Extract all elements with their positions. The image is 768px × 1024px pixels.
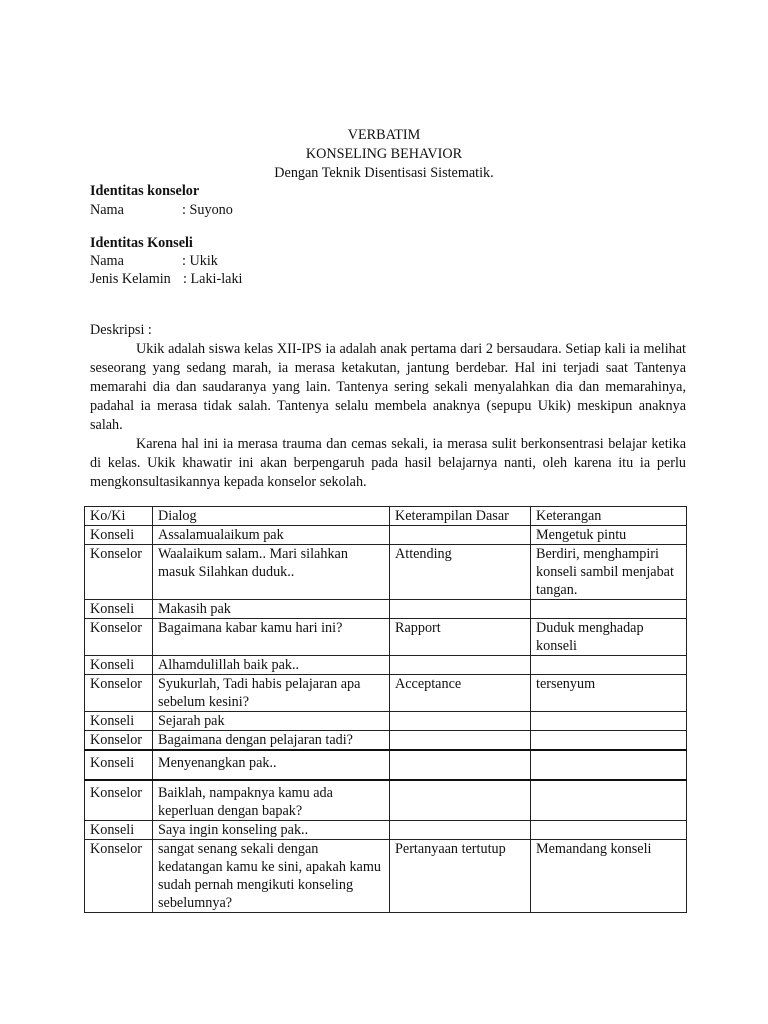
table-row bbox=[85, 526, 687, 545]
header-keterangan: Keterangan bbox=[531, 507, 687, 526]
cell-dialog: Baiklah, nampaknya kamu ada keperluan dengan bapak? bbox=[153, 780, 390, 821]
cell-dialog: Saya ingin konseling pak.. bbox=[153, 821, 390, 840]
table-row bbox=[85, 545, 687, 600]
header-keterampilan-dasar: Keterampilan Dasar bbox=[390, 507, 531, 526]
cell-dialog: Assalamualaikum pak bbox=[153, 526, 390, 545]
cell-note bbox=[531, 780, 687, 821]
cell-skill: Pertanyaan tertutup bbox=[390, 840, 531, 913]
konseli-gender-row bbox=[90, 270, 243, 289]
cell-speaker: Konselor bbox=[85, 675, 153, 712]
cell-skill bbox=[390, 821, 531, 840]
table-row bbox=[85, 656, 687, 675]
cell-skill bbox=[390, 712, 531, 731]
cell-skill bbox=[390, 750, 531, 780]
cell-note: tersenyum bbox=[531, 675, 687, 712]
cell-dialog: Syukurlah, Tadi habis pelajaran apa sebelum kesini? bbox=[153, 675, 390, 712]
cell-note bbox=[531, 600, 687, 619]
table-row bbox=[85, 619, 687, 656]
table-row bbox=[85, 731, 687, 751]
cell-skill: Acceptance bbox=[390, 675, 531, 712]
header-ko-ki: Ko/Ki bbox=[85, 507, 153, 526]
cell-note: Berdiri, menghampiri konseli sambil menjabat tangan. bbox=[531, 545, 687, 600]
cell-skill bbox=[390, 731, 531, 751]
konseli-name-label: Nama bbox=[90, 253, 124, 269]
table-row bbox=[85, 675, 687, 712]
cell-dialog: Waalaikum salam.. Mari silahkan masuk Silahkan duduk.. bbox=[153, 545, 390, 600]
cell-dialog: Sejarah pak bbox=[153, 712, 390, 731]
cell-dialog: Menyenangkan pak.. bbox=[153, 750, 390, 780]
konselor-name-value: : Suyono bbox=[182, 202, 233, 218]
cell-speaker: Konselor bbox=[85, 731, 153, 751]
header-dialog: Dialog bbox=[153, 507, 390, 526]
cell-dialog: Bagaimana kabar kamu hari ini? bbox=[153, 619, 390, 656]
cell-speaker: Konseli bbox=[85, 821, 153, 840]
verbatim-table bbox=[84, 506, 687, 913]
cell-dialog: sangat senang sekali dengan kedatangan kamu ke sini, apakah kamu sudah pernah mengikuti konseling sebelumnya? bbox=[153, 840, 390, 913]
table-row bbox=[85, 750, 687, 780]
cell-dialog: Bagaimana dengan pelajaran tadi? bbox=[153, 731, 390, 751]
cell-speaker: Konseli bbox=[85, 750, 153, 780]
cell-note bbox=[531, 750, 687, 780]
cell-note: Memandang konseli bbox=[531, 840, 687, 913]
table-row bbox=[85, 600, 687, 619]
deskripsi-body bbox=[90, 340, 686, 492]
subtitle-technique: Dengan Teknik Disentisasi Sistematik. bbox=[274, 165, 494, 181]
cell-dialog: Alhamdulillah baik pak.. bbox=[153, 656, 390, 675]
deskripsi-paragraph-2: Karena hal ini ia merasa trauma dan cemas sekali, ia merasa sulit berkonsentrasi belajar ketika di kelas. Ukik khawatir ini akan berpengaruh pada hasil belajarnya nanti, oleh karena itu ia perlu mengkonsultasikannya kepada konselor sekolah. bbox=[90, 436, 686, 490]
cell-speaker: Konseli bbox=[85, 526, 153, 545]
cell-note bbox=[531, 656, 687, 675]
cell-speaker: Konseli bbox=[85, 712, 153, 731]
cell-dialog: Makasih pak bbox=[153, 600, 390, 619]
cell-skill bbox=[390, 780, 531, 821]
cell-skill: Rapport bbox=[390, 619, 531, 656]
cell-skill bbox=[390, 600, 531, 619]
konselor-name-row bbox=[90, 201, 233, 220]
konselor-identity-heading: Identitas konselor bbox=[90, 183, 200, 199]
cell-speaker: Konselor bbox=[85, 780, 153, 821]
table-header-row bbox=[85, 507, 687, 526]
konseli-gender-label: Jenis Kelamin bbox=[90, 271, 171, 287]
konseli-name-value: : Ukik bbox=[182, 253, 218, 269]
table-row bbox=[85, 821, 687, 840]
konseli-gender-value: : Laki-laki bbox=[183, 271, 243, 287]
title-verbatim: VERBATIM bbox=[347, 127, 421, 143]
title-konseling-behavior: KONSELING BEHAVIOR bbox=[305, 146, 463, 162]
table-row bbox=[85, 780, 687, 821]
cell-speaker: Konseli bbox=[85, 656, 153, 675]
cell-speaker: Konselor bbox=[85, 840, 153, 913]
cell-speaker: Konselor bbox=[85, 545, 153, 600]
cell-speaker: Konselor bbox=[85, 619, 153, 656]
cell-note bbox=[531, 712, 687, 731]
cell-skill bbox=[390, 656, 531, 675]
konseli-name-row bbox=[90, 252, 218, 271]
cell-skill bbox=[390, 526, 531, 545]
cell-speaker: Konseli bbox=[85, 600, 153, 619]
konseli-identity-heading: Identitas Konseli bbox=[90, 235, 193, 251]
cell-note bbox=[531, 731, 687, 751]
deskripsi-label: Deskripsi : bbox=[90, 322, 152, 338]
cell-note bbox=[531, 821, 687, 840]
konselor-name-label: Nama bbox=[90, 202, 124, 218]
cell-note: Mengetuk pintu bbox=[531, 526, 687, 545]
table-row bbox=[85, 712, 687, 731]
table-row bbox=[85, 840, 687, 913]
deskripsi-paragraph-1: Ukik adalah siswa kelas XII-IPS ia adalah anak pertama dari 2 bersaudara. Setiap kali ia melihat seseorang yang sedang marah, ia merasa ketakutan, jantung berdebar. Hal ini terjadi saat Tantenya memarahi dia dan saudaranya yang lain. Tantenya sering sekali menyalahkan dia dan memarahinya, padahal ia merasa tidak salah. Tantenya selalu membela anaknya (sepupu Ukik) meskipun anaknya salah. bbox=[90, 341, 686, 433]
cell-skill: Attending bbox=[390, 545, 531, 600]
cell-note: Duduk menghadap konseli bbox=[531, 619, 687, 656]
